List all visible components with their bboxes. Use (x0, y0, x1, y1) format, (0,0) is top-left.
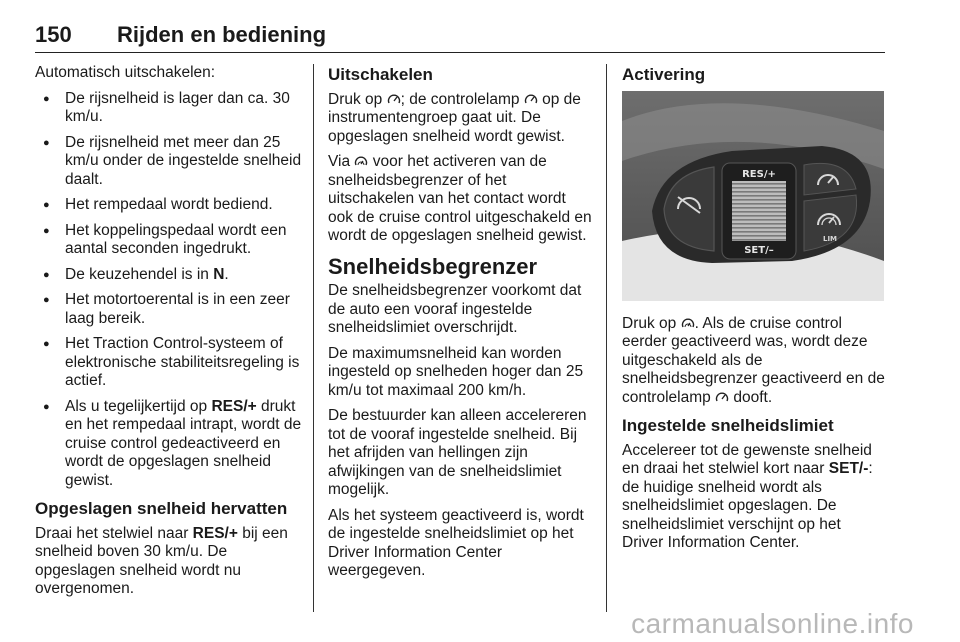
watermark: carmanualsonline.info (631, 608, 914, 639)
column-right (622, 64, 886, 560)
paragraph (328, 91, 594, 147)
section-title: Snelheidsbegrenzer (328, 253, 538, 279)
text: Via (328, 153, 355, 170)
paragraph: De maximumsnelheid kan worden ingesteld op snelheden hoger dan 25 km/u tot maximaal 200 km/h. (328, 344, 584, 399)
paragraph (35, 525, 303, 599)
column-divider (313, 64, 314, 612)
list-item: ● De rijsnelheid is lager dan ca. 30 km/u. (35, 90, 303, 127)
paragraph (622, 315, 886, 408)
paragraph: De snelheidsbegrenzer voorkomt dat de auto een vooraf ingestelde snelheidslimiet overschrijdt. (328, 282, 582, 336)
list-text: . (224, 265, 229, 283)
page-header (35, 22, 885, 53)
res-label: RES/+ (742, 168, 776, 180)
auto-off-list (35, 90, 303, 491)
lim-label: LIM (822, 234, 838, 243)
text: Accelereer tot de gewenste snelheid en draai het stelwiel kort naar (622, 441, 872, 477)
cruise-control-lamp-icon (524, 93, 538, 105)
list-text: Als u tegelijkertijd op (65, 397, 212, 415)
set-label: SET/– (744, 244, 774, 256)
column-middle (328, 64, 594, 588)
page-title: Rijden en bediening (117, 22, 327, 47)
text: voor het activeren van de snelheidsbegrenzer of het uitschakelen van het contact wordt ook de cruise control uitgeschakeld en wordt de opgeslagen snelheid gewist. (328, 153, 592, 244)
section-heading: Activering (622, 65, 706, 84)
steering-wheel-controls-figure (622, 91, 884, 301)
text: dooft. (729, 388, 773, 406)
section-heading: Ingestelde snelheidslimiet (622, 416, 834, 435)
paragraph: De bestuurder kan alleen accelereren tot de vooraf ingestelde snelheid. Bij het afrijden van hellingen zijn afwijkingen van de snelheidslimiet mogelijk. (328, 407, 587, 498)
paragraph (622, 442, 886, 553)
text: op de instrumentengroep gaat uit. De opgeslagen snelheid wordt gewist. (328, 90, 581, 145)
gear-position: N (213, 265, 225, 283)
thumbwheel (732, 181, 786, 241)
text: bij een snelheid boven 30 km/u. De opgeslagen snelheid wordt nu overgenomen. (35, 524, 288, 597)
cruise-control-icon (387, 93, 401, 105)
section-heading: Opgeslagen snelheid hervatten (35, 499, 288, 518)
speed-limiter-icon (681, 317, 695, 329)
text: ; de controlelamp (400, 90, 524, 108)
list-item: ● Het motortoerental is in een zeer laag bereik. (35, 291, 303, 328)
cruise-control-lamp-icon (715, 391, 729, 403)
intro-text: Automatisch uitschakelen: (35, 64, 216, 81)
section-heading: Uitschakelen (328, 65, 433, 84)
speed-limiter-icon (354, 155, 368, 167)
text: Druk op (328, 90, 387, 108)
column-divider (606, 64, 607, 612)
page-number: 150 (35, 22, 72, 47)
button-ref: RES/+ (192, 524, 238, 542)
button-ref: SET/- (828, 460, 869, 477)
list-text: drukt en het rempedaal intrapt, wordt de cruise control gedeactiveerd en wordt de opgeslagen snelheid gewist. (65, 397, 302, 489)
list-item: ● Het Traction Control-systeem of elektronische stabiliteitsregeling is actief. (35, 335, 303, 391)
paragraph (328, 153, 594, 246)
list-item (35, 398, 303, 491)
list-item: ● Het rempedaal wordt bediend. (35, 196, 303, 215)
column-left (35, 64, 303, 606)
list-item: ● De rijsnelheid met meer dan 25 km/u onder de ingestelde snelheid daalt. (35, 134, 303, 190)
text: . Als de cruise control eerder geactiveerd was, wordt deze uitgeschakeld als de snelheidsbegrenzer geactiveerd en de controlelamp (622, 314, 885, 406)
paragraph: Als het systeem geactiveerd is, wordt de ingestelde snelheidslimiet op het Driver Information Center weergegeven. (328, 506, 584, 579)
list-text: De keuzehendel is in (65, 265, 214, 283)
text: Druk op (622, 314, 681, 332)
text: Draai het stelwiel naar (35, 524, 193, 542)
text: : de huidige snelheid wordt als snelheidslimiet opgeslagen. De snelheidslimiet verschijnt op het Driver Information Center. (622, 460, 873, 551)
list-item: ● Het koppelingspedaal wordt een aantal seconden ingedrukt. (35, 222, 303, 259)
button-ref: RES/+ (211, 397, 257, 415)
list-item (35, 266, 303, 285)
